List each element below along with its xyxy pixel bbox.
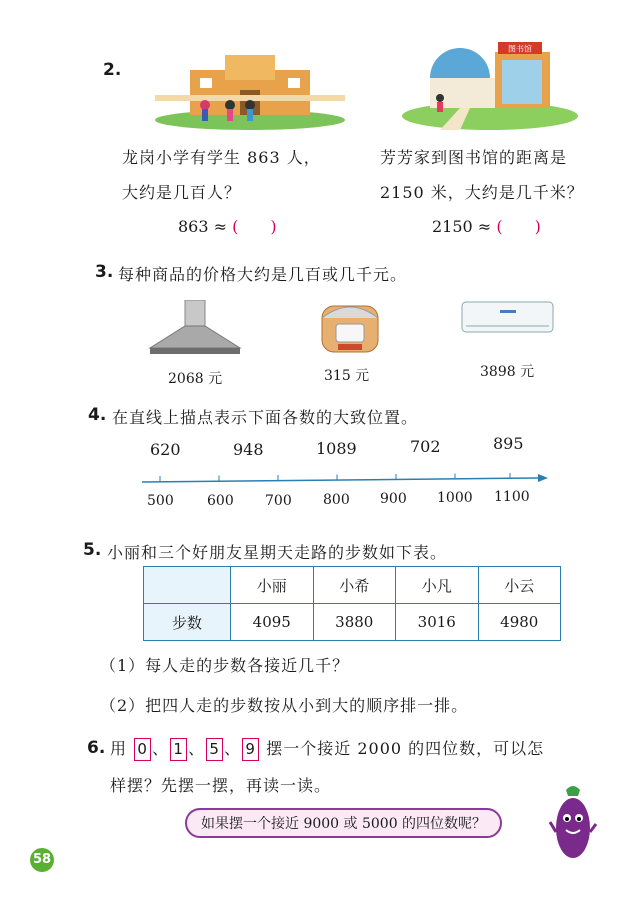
q2-right-line1: 芳芳家到图书馆的距离是 [380, 148, 568, 167]
tick-label-800: 800 [323, 492, 350, 508]
q2-right-approx-text: 2150 ≈ [432, 217, 492, 236]
eggplant-mascot-icon [548, 782, 598, 864]
q3-number: 3. [95, 262, 114, 282]
q6-suffix: 摆一个接近 2000 的四位数，可以怎 [266, 739, 545, 758]
q4-number-4: 702 [410, 437, 441, 456]
q2-number: 2. [103, 60, 122, 80]
q2-right-answer-close: ) [534, 217, 541, 236]
library-sign: 图书馆 [508, 44, 532, 54]
tick-label-500: 500 [147, 493, 174, 509]
steps-table [143, 566, 561, 641]
q2-left-approx-text: 863 ≈ [178, 217, 228, 236]
q4-number: 4. [88, 405, 107, 425]
q3-price-2: 315 元 [324, 368, 370, 384]
table-header-cell: 小丽 [231, 567, 314, 604]
q4-text: 在直线上描点表示下面各数的大致位置。 [112, 408, 419, 427]
table-cell: 3016 [396, 604, 479, 641]
table-cell: 4095 [231, 604, 314, 641]
digit-card-9[interactable]: 9 [242, 738, 259, 761]
q2-left-line1: 龙岗小学有学生 863 人， [122, 148, 321, 167]
q2-left-answer-open: ( [232, 217, 239, 236]
q4-number-1: 620 [150, 440, 181, 459]
rice-cooker-icon [318, 296, 382, 358]
q6-sep: 、 [224, 739, 242, 758]
q6-sep: 、 [152, 739, 170, 758]
q2-left-approx [178, 217, 277, 236]
q4-number-2: 948 [233, 440, 264, 459]
table-row-label: 步数 [144, 604, 231, 641]
q3-price-3: 3898 元 [480, 364, 535, 380]
tick-label-900: 900 [380, 491, 407, 507]
q6-line2: 样摆？先摆一摆，再读一读。 [110, 776, 332, 795]
tick-label-1100: 1100 [494, 489, 530, 505]
q6-line1 [110, 736, 544, 761]
q4-number-5: 895 [493, 434, 524, 453]
table-header-cell: 小云 [478, 567, 561, 604]
q5-text: 小丽和三个好朋友星期天走路的步数如下表。 [107, 543, 448, 562]
q4-number-3: 1089 [316, 439, 357, 458]
q2-left-answer-close: ) [270, 217, 277, 236]
school-illustration [150, 50, 350, 130]
table-header-cell: 小希 [313, 567, 396, 604]
q6-prefix: 用 [110, 739, 128, 758]
digit-card-0[interactable]: 0 [134, 738, 151, 761]
q2-right-approx [432, 217, 541, 236]
tick-label-600: 600 [207, 493, 234, 509]
table-header-cell: 小凡 [396, 567, 479, 604]
range-hood-icon [145, 300, 245, 358]
q2-left-line2: 大约是几百人？ [122, 183, 242, 202]
q6-number: 6. [87, 738, 106, 758]
table-header-row [144, 567, 561, 604]
number-line[interactable] [140, 470, 550, 490]
tick-label-1000: 1000 [437, 490, 473, 506]
q5-sub1: （1）每人走的步数各接近几千？ [100, 656, 350, 675]
table-cell: 4980 [478, 604, 561, 641]
q3-price-1: 2068 元 [168, 371, 223, 387]
digit-card-5[interactable]: 5 [206, 738, 223, 761]
page-number: 58 [30, 848, 54, 872]
air-conditioner-icon [460, 300, 555, 336]
hint-bubble: 如果摆一个接近 9000 或 5000 的四位数呢？ [185, 808, 502, 838]
q5-number: 5. [83, 540, 102, 560]
digit-card-1[interactable]: 1 [170, 738, 187, 761]
q5-sub2: （2）把四人走的步数按从小到大的顺序排一排。 [100, 696, 469, 715]
table-header-cell [144, 567, 231, 604]
q3-text: 每种商品的价格大约是几百或几千元。 [118, 265, 408, 284]
tick-label-700: 700 [265, 493, 292, 509]
q2-right-answer-open: ( [496, 217, 503, 236]
table-cell: 3880 [313, 604, 396, 641]
table-row [144, 604, 561, 641]
q2-right-line2: 2150 米，大约是几千米？ [380, 183, 584, 202]
q6-sep: 、 [188, 739, 206, 758]
library-illustration [400, 38, 580, 130]
